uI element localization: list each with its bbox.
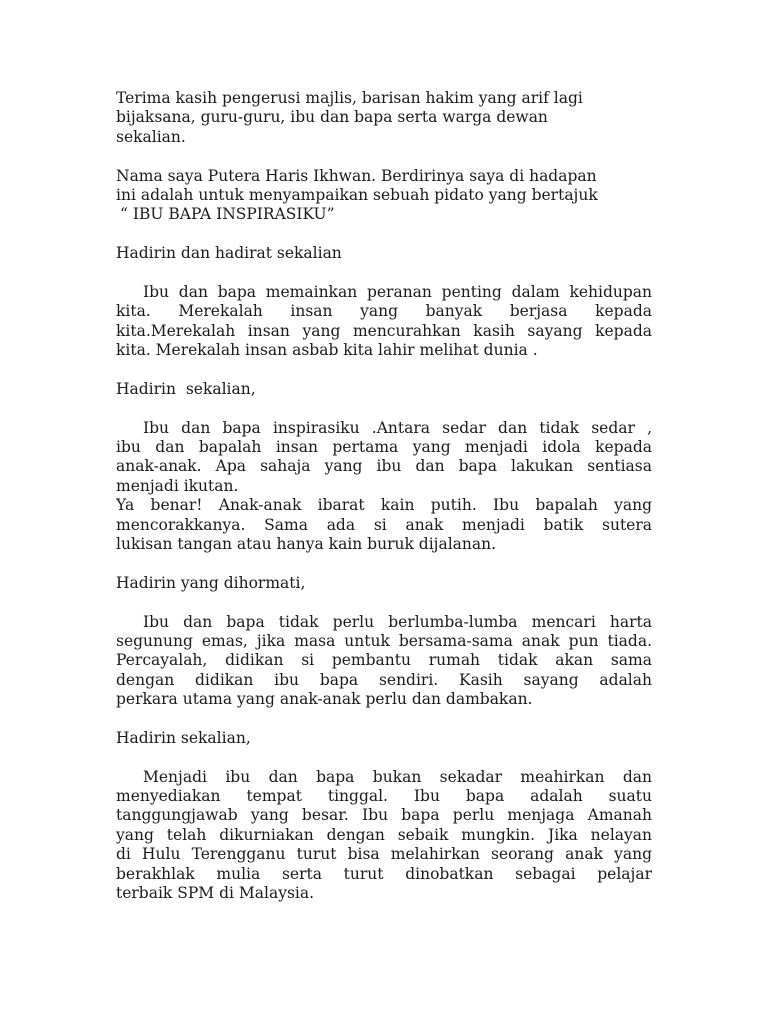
- greeting-paragraph: [116, 89, 652, 147]
- text-line: kita.Merekalah insan yang mencurahkan kasih sayang kepada: [116, 321, 652, 340]
- introduction-paragraph: [116, 167, 652, 225]
- text-line: yang telah dikurniakan dengan sebaik mungkin. Jika nelayan: [116, 825, 652, 844]
- text-line: berakhlak mulia serta turut dinobatkan sebagai pelajar: [116, 864, 652, 883]
- text-line: perkara utama yang anak-anak perlu dan dambakan.: [116, 690, 533, 709]
- salutation-heading: Hadirin sekalian,: [116, 728, 251, 747]
- body-paragraph: [116, 768, 652, 904]
- text-line: Terima kasih pengerusi majlis, barisan hakim yang arif lagi: [116, 89, 583, 107]
- salutation-heading: Hadirin yang dihormati,: [116, 573, 306, 592]
- text-line: Ya benar! Anak-anak ibarat kain putih. Ibu bapalah yang: [116, 496, 652, 515]
- text-line: tanggungjawab yang besar. Ibu bapa perlu menjaga Amanah: [116, 806, 652, 825]
- text-line: anak-anak. Apa sahaja yang ibu dan bapa lakukan sentiasa: [116, 457, 652, 476]
- text-line: Ibu dan bapa inspirasiku .Antara sedar dan tidak sedar ,: [143, 418, 652, 437]
- text-line: terbaik SPM di Malaysia.: [116, 884, 315, 903]
- salutation-heading: Hadirin dan hadirat sekalian: [116, 244, 342, 263]
- document-page: [116, 89, 652, 903]
- text-line: menyediakan tempat tinggal. Ibu bapa adalah suatu: [116, 787, 652, 806]
- body-paragraph: [116, 613, 652, 710]
- body-paragraph: [116, 283, 652, 361]
- text-line: Percayalah, didikan si pembantu rumah tidak akan sama: [116, 651, 652, 670]
- text-line: Nama saya Putera Haris Ikhwan. Berdirinya saya di hadapan: [116, 166, 597, 185]
- text-line: dengan didikan ibu bapa sendiri. Kasih sayang adalah: [116, 670, 652, 689]
- text-line: Ibu dan bapa tidak perlu berlumba-lumba mencari harta: [143, 612, 652, 631]
- text-line: menjadi ikutan.: [116, 476, 239, 495]
- text-line: Menjadi ibu dan bapa bukan sekadar meahirkan dan: [143, 767, 652, 786]
- text-line: segunung emas, jika masa untuk bersama-sama anak pun tiada.: [116, 631, 652, 650]
- speech-title: “ IBU BAPA INSPIRASIKU”: [120, 205, 335, 224]
- text-line: kita. Merekalah insan asbab kita lahir melihat dunia .: [116, 341, 538, 360]
- text-line: kita. Merekalah insan yang banyak berjasa kepada: [116, 302, 652, 321]
- body-paragraph: [116, 419, 652, 555]
- text-line: lukisan tangan atau hanya kain buruk dijalanan.: [116, 534, 497, 553]
- text-line: bijaksana, guru-guru, ibu dan bapa serta warga dewan: [116, 108, 548, 127]
- text-line: ini adalah untuk menyampaikan sebuah pidato yang bertajuk: [116, 185, 598, 204]
- salutation-heading: Hadirin sekalian,: [116, 379, 256, 398]
- text-line: Ibu dan bapa memainkan peranan penting dalam kehidupan: [143, 282, 652, 301]
- text-line: ibu dan bapalah insan pertama yang menjadi idola kepada: [116, 438, 652, 457]
- text-line: mencorakkanya. Sama ada si anak menjadi batik sutera: [116, 515, 652, 534]
- text-line: sekalian.: [116, 127, 186, 146]
- text-line: di Hulu Terengganu turut bisa melahirkan seorang anak yang: [116, 845, 652, 864]
